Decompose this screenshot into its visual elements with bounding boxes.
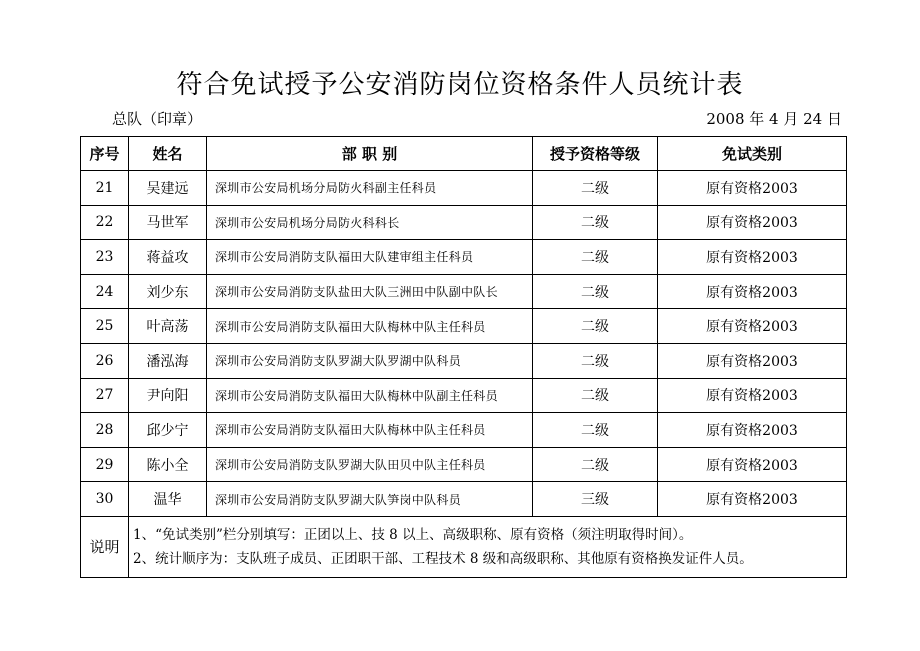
document-title: 符合免试授予公安消防岗位资格条件人员统计表 [176,70,744,100]
cell-grade: 二级 [533,413,658,448]
cell-name: 蒋益攻 [129,240,207,275]
cell-name: 马世军 [129,205,207,240]
cell-name: 温华 [129,482,207,517]
cell-name: 叶高荡 [129,309,207,344]
cell-grade: 二级 [533,205,658,240]
cell-seq: 29 [81,447,129,482]
cell-grade: 二级 [533,378,658,413]
cell-position: 深圳市公安局消防支队福田大队梅林中队副主任科员 [207,378,533,413]
table-row [81,482,847,517]
cell-grade: 二级 [533,447,658,482]
table-body [81,171,847,517]
cell-grade: 二级 [533,240,658,275]
cell-name: 潘泓海 [129,343,207,378]
cell-name: 刘少东 [129,274,207,309]
table-row [81,309,847,344]
cell-position: 深圳市公安局消防支队盐田大队三洲田中队副中队长 [207,274,533,309]
notes-body [129,516,847,577]
notes-row [81,516,847,577]
header-seq: 序号 [81,137,129,171]
table-row [81,378,847,413]
header-grade: 授予资格等级 [533,137,658,171]
cell-position: 深圳市公安局机场分局防火科科长 [207,205,533,240]
cell-category: 原有资格2003 [658,309,847,344]
cell-seq: 21 [81,171,129,206]
table-row [81,240,847,275]
cell-seq: 22 [81,205,129,240]
cell-name: 吴建远 [129,171,207,206]
cell-grade: 二级 [533,343,658,378]
table-row [81,343,847,378]
header-name: 姓名 [129,137,207,171]
cell-name: 尹向阳 [129,378,207,413]
note-line-2: 2、统计顺序为：支队班子成员、正团职干部、工程技术 8 级和高级职称、其他原有资格换发证件人员。 [133,550,753,567]
cell-seq: 28 [81,413,129,448]
table-row [81,413,847,448]
cell-seq: 30 [81,482,129,517]
table-row [81,274,847,309]
header-category: 免试类别 [658,137,847,171]
table-row [81,205,847,240]
cell-position: 深圳市公安局消防支队福田大队梅林中队主任科员 [207,413,533,448]
cell-grade: 二级 [533,274,658,309]
document-date: 2008 年 4 月 24 日 [706,110,842,128]
table-row [81,171,847,206]
cell-category: 原有资格2003 [658,171,847,206]
cell-position: 深圳市公安局机场分局防火科副主任科员 [207,171,533,206]
cell-seq: 26 [81,343,129,378]
notes-label: 说明 [81,516,129,577]
cell-category: 原有资格2003 [658,413,847,448]
table-header-row [81,137,847,171]
cell-category: 原有资格2003 [658,447,847,482]
cell-category: 原有资格2003 [658,240,847,275]
table-row [81,447,847,482]
cell-seq: 27 [81,378,129,413]
cell-position: 深圳市公安局消防支队福田大队建审组主任科员 [207,240,533,275]
cell-position: 深圳市公安局消防支队福田大队梅林中队主任科员 [207,309,533,344]
cell-category: 原有资格2003 [658,205,847,240]
cell-seq: 23 [81,240,129,275]
cell-grade: 二级 [533,171,658,206]
cell-seq: 24 [81,274,129,309]
cell-grade: 二级 [533,309,658,344]
cell-name: 邱少宁 [129,413,207,448]
cell-category: 原有资格2003 [658,343,847,378]
cell-position: 深圳市公安局消防支队罗湖大队田贝中队主任科员 [207,447,533,482]
cell-name: 陈小全 [129,447,207,482]
cell-grade: 三级 [533,482,658,517]
cell-position: 深圳市公安局消防支队罗湖大队罗湖中队科员 [207,343,533,378]
note-line-1: 1、“免试类别”栏分别填写：正团以上、技 8 以上、高级职称、原有资格（须注明取得时间）。 [133,526,693,543]
cell-category: 原有资格2003 [658,378,847,413]
personnel-table [80,136,847,578]
unit-seal-label: 总队（印章） [112,110,203,128]
header-position: 部 职 别 [207,137,533,171]
cell-category: 原有资格2003 [658,482,847,517]
cell-category: 原有资格2003 [658,274,847,309]
cell-position: 深圳市公安局消防支队罗湖大队笋岗中队科员 [207,482,533,517]
cell-seq: 25 [81,309,129,344]
